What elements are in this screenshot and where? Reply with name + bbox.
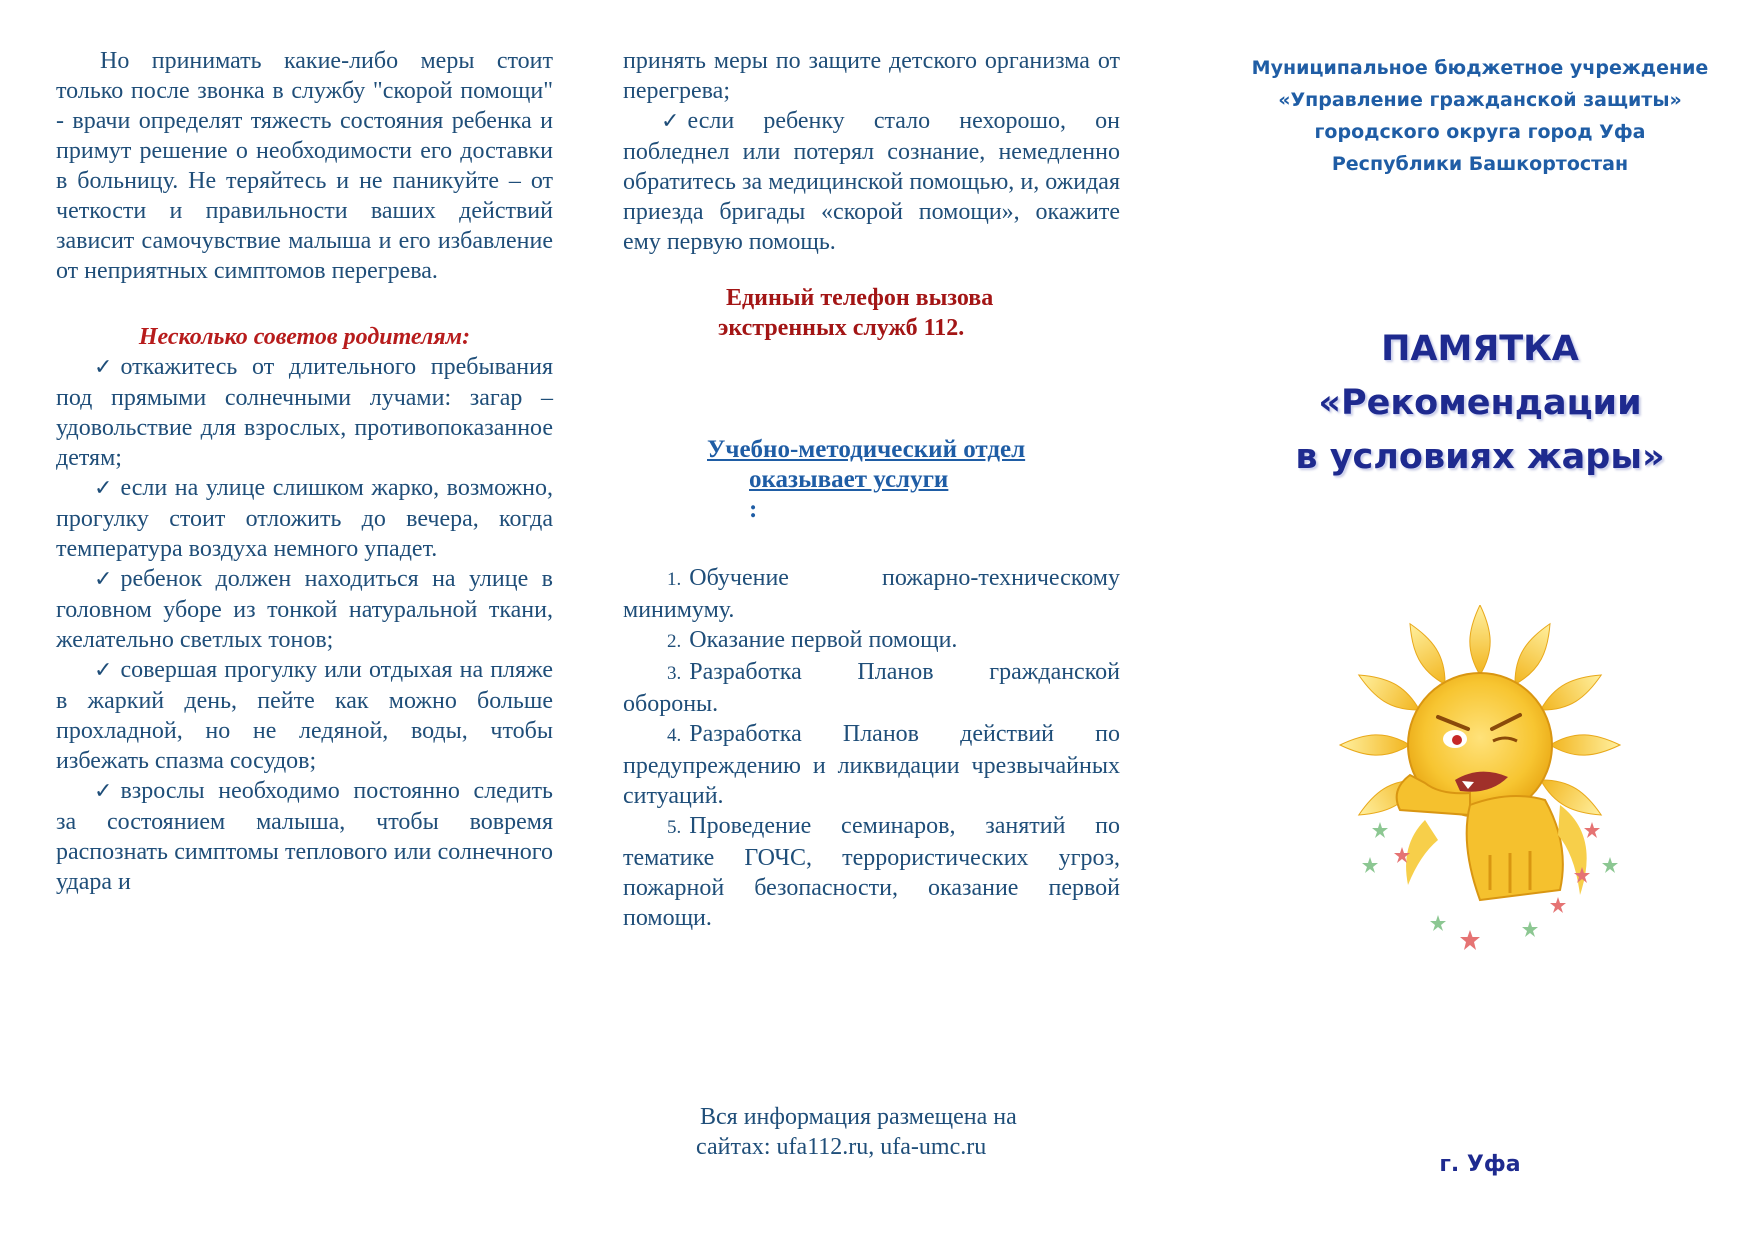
check-icon: ✓: [94, 658, 113, 683]
department-line-2: оказывает услуги: [749, 466, 949, 493]
service-item: 4. Разработка Планов действий по предупреждению и ликвидации чрезвычайных ситуаций.: [623, 721, 1120, 809]
check-icon: ✓: [661, 109, 680, 134]
emergency-phone-note: [623, 283, 1120, 343]
tip-item-5: ✓ взрослы необходимо постоянно следить за состоянием малыша, чтобы вовремя распознать симптомы теплового или солнечного удара и: [56, 778, 553, 895]
website-info: [696, 1102, 1116, 1162]
tip-item-6: ✓ если ребенку стало нехорошо, он побледнел или потерял сознание, немедленно обратитесь за медицинской помощью, и, ожидая приезда бригады «скорой помощи», окажите ему первую помощь.: [623, 108, 1120, 255]
check-icon: ✓: [94, 476, 113, 501]
check-icon: ✓: [94, 779, 113, 804]
service-item: 1. Обучение пожарно-техническому минимуму.: [623, 565, 1120, 623]
advice-heading: Несколько советов родителям:: [138, 324, 471, 350]
emergency-line-2: экстренных служб 112.: [718, 315, 965, 341]
service-item: 5. Проведение семинаров, занятий по тематике ГОЧС, террористических угроз, пожарной безопасности, оказание первой помощи.: [623, 813, 1120, 931]
column-2: [623, 46, 1120, 1226]
emergency-line-1: Единый телефон вызова: [726, 285, 994, 311]
service-item: 3. Разработка Планов гражданской обороны.: [623, 659, 1120, 717]
info-line-2: сайтах: ufa112.ru, ufa-umc.ru: [696, 1134, 987, 1160]
check-icon: ✓: [94, 567, 113, 592]
continuation-text: принять меры по защите детского организма от перегрева;: [623, 48, 1120, 104]
tip-item-4: ✓ совершая прогулку или отдыхая на пляже в жаркий день, пейте как можно больше прохладной, но не ледяной, воды, чтобы избежать спазма сосудов;: [56, 657, 553, 774]
department-heading: Учебно-методический отдел оказывает услуги :: [623, 435, 1120, 525]
tip-item-2: ✓ если на улице слишком жарко, возможно, прогулку стоит отложить до вечера, когда температура воздуха немного упадет.: [56, 475, 553, 562]
organization-name: Муниципальное бюджетное учреждение «Управление гражданской защиты» городского округа город Уфа Республики Башкортостан: [1251, 57, 1709, 175]
services-list: [623, 563, 1120, 933]
tip-item-3: ✓ ребенок должен находиться на улице в головном уборе из тонкой натуральной ткани, желательно светлых тонов;: [56, 566, 553, 653]
service-item: 2. Оказание первой помощи.: [667, 627, 958, 653]
column-1: [56, 46, 553, 897]
info-line-1: Вся информация размещена на: [700, 1104, 1017, 1130]
city-name: г. Уфа: [1439, 1152, 1521, 1177]
department-line-1: Учебно-методический отдел: [707, 436, 1026, 463]
brochure-title: ПАМЯТКА «Рекомендации в условиях жары»: [1295, 329, 1665, 477]
check-icon: ✓: [94, 355, 113, 380]
cover-panel: [1230, 0, 1730, 1200]
tip-item-1: ✓ откажитесь от длительного пребывания под прямыми солнечными лучами: загар – удовольствие для взрослых, противопоказанное детям;: [56, 354, 553, 471]
angry-sun-fist-icon: [1330, 605, 1630, 965]
intro-paragraph: Но принимать какие-либо меры стоит только после звонка в службу "скорой помощи" - врачи определят тяжесть состояния ребенка и примут решение о необходимости его доставки в больницу. Не теряйтесь и не паникуйте – от четкости и правильности ваших действий зависит самочувствие малыша и его избавление от неприятных симптомов перегрева.: [56, 48, 553, 284]
